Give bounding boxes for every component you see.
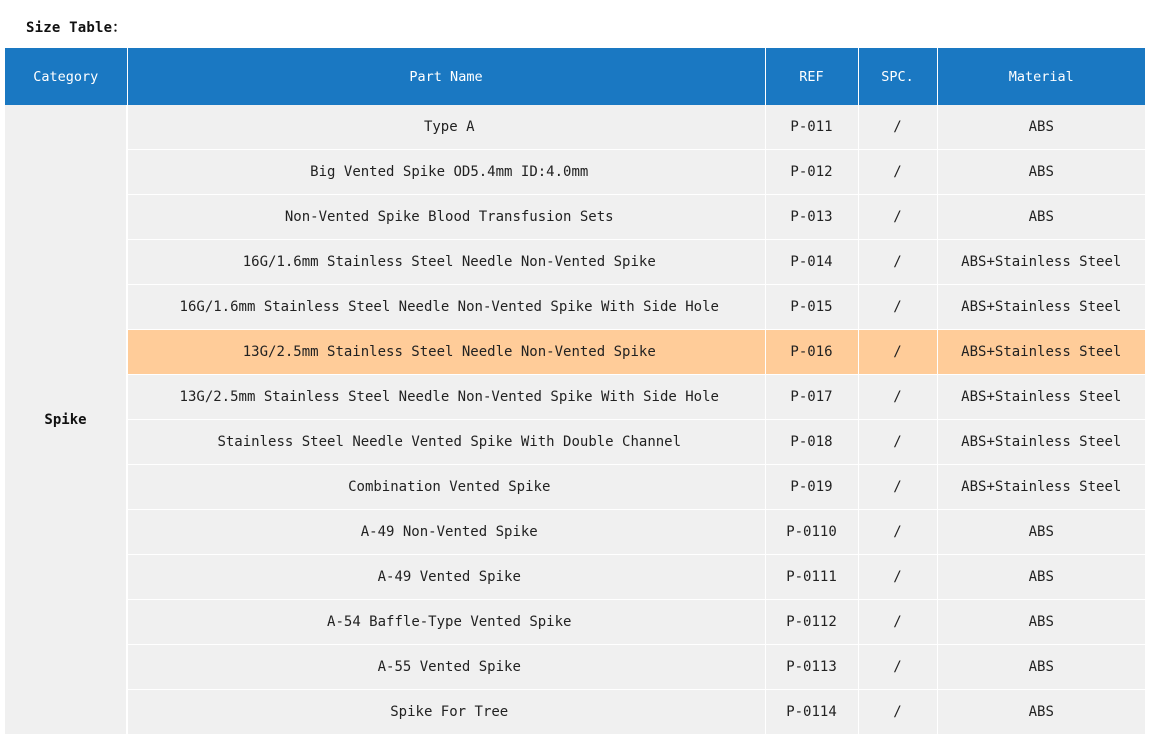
table-row bbox=[5, 600, 1145, 645]
material-cell: ABS bbox=[937, 105, 1145, 150]
ref-cell: P-017 bbox=[765, 375, 858, 420]
material-cell: ABS bbox=[937, 690, 1145, 735]
part-name-cell: Spike For Tree bbox=[127, 690, 765, 735]
table-row bbox=[5, 465, 1145, 510]
spc-cell: / bbox=[858, 195, 937, 240]
table-row bbox=[5, 645, 1145, 690]
part-name-cell: Non-Vented Spike Blood Transfusion Sets bbox=[127, 195, 765, 240]
size-table bbox=[5, 48, 1145, 735]
ref-cell: P-013 bbox=[765, 195, 858, 240]
ref-cell: P-018 bbox=[765, 420, 858, 465]
material-cell: ABS bbox=[937, 645, 1145, 690]
material-cell: ABS+Stainless Steel bbox=[937, 330, 1145, 375]
spc-cell: / bbox=[858, 555, 937, 600]
spc-cell: / bbox=[858, 690, 937, 735]
spc-cell: / bbox=[858, 600, 937, 645]
ref-cell: P-015 bbox=[765, 285, 858, 330]
material-cell: ABS+Stainless Steel bbox=[937, 285, 1145, 330]
ref-cell: P-0114 bbox=[765, 690, 858, 735]
spc-cell: / bbox=[858, 510, 937, 555]
ref-cell: P-019 bbox=[765, 465, 858, 510]
spc-cell: / bbox=[858, 150, 937, 195]
table-body bbox=[5, 105, 1145, 735]
part-name-cell: 13G/2.5mm Stainless Steel Needle Non-Vented Spike With Side Hole bbox=[127, 375, 765, 420]
material-cell: ABS bbox=[937, 150, 1145, 195]
size-table-caption: Size Table： bbox=[26, 20, 127, 36]
spc-cell: / bbox=[858, 285, 937, 330]
part-name-cell: 16G/1.6mm Stainless Steel Needle Non-Vented Spike With Side Hole bbox=[127, 285, 765, 330]
spc-cell: / bbox=[858, 375, 937, 420]
ref-cell: P-0112 bbox=[765, 600, 858, 645]
header-spc: SPC. bbox=[858, 48, 937, 105]
table-row bbox=[5, 510, 1145, 555]
material-cell: ABS bbox=[937, 510, 1145, 555]
header-category: Category bbox=[5, 48, 127, 105]
material-cell: ABS bbox=[937, 195, 1145, 240]
ref-cell: P-0111 bbox=[765, 555, 858, 600]
part-name-cell: 13G/2.5mm Stainless Steel Needle Non-Vented Spike bbox=[127, 330, 765, 375]
table-row bbox=[5, 285, 1145, 330]
spc-cell: / bbox=[858, 645, 937, 690]
ref-cell: P-011 bbox=[765, 105, 858, 150]
table-row bbox=[5, 105, 1145, 150]
part-name-cell: A-55 Vented Spike bbox=[127, 645, 765, 690]
table-row bbox=[5, 195, 1145, 240]
header-ref: REF bbox=[765, 48, 858, 105]
ref-cell: P-0110 bbox=[765, 510, 858, 555]
part-name-cell: Big Vented Spike OD5.4mm ID:4.0mm bbox=[127, 150, 765, 195]
part-name-cell: A-54 Baffle-Type Vented Spike bbox=[127, 600, 765, 645]
material-cell: ABS+Stainless Steel bbox=[937, 465, 1145, 510]
ref-cell: P-012 bbox=[765, 150, 858, 195]
table-row bbox=[5, 690, 1145, 735]
part-name-cell: A-49 Vented Spike bbox=[127, 555, 765, 600]
part-name-cell: Stainless Steel Needle Vented Spike With Double Channel bbox=[127, 420, 765, 465]
category-cell: Spike bbox=[5, 105, 127, 735]
spc-cell: / bbox=[858, 105, 937, 150]
table-row bbox=[5, 375, 1145, 420]
table-row bbox=[5, 555, 1145, 600]
header-material: Material bbox=[937, 48, 1145, 105]
table-row bbox=[5, 240, 1145, 285]
material-cell: ABS+Stainless Steel bbox=[937, 240, 1145, 285]
material-cell: ABS bbox=[937, 600, 1145, 645]
spc-cell: / bbox=[858, 330, 937, 375]
ref-cell: P-016 bbox=[765, 330, 858, 375]
spc-cell: / bbox=[858, 420, 937, 465]
table-row bbox=[5, 420, 1145, 465]
part-name-cell: Combination Vented Spike bbox=[127, 465, 765, 510]
ref-cell: P-0113 bbox=[765, 645, 858, 690]
part-name-cell: 16G/1.6mm Stainless Steel Needle Non-Vented Spike bbox=[127, 240, 765, 285]
spc-cell: / bbox=[858, 465, 937, 510]
part-name-cell: Type A bbox=[127, 105, 765, 150]
ref-cell: P-014 bbox=[765, 240, 858, 285]
material-cell: ABS+Stainless Steel bbox=[937, 420, 1145, 465]
header-part-name: Part Name bbox=[127, 48, 765, 105]
material-cell: ABS+Stainless Steel bbox=[937, 375, 1145, 420]
part-name-cell: A-49 Non-Vented Spike bbox=[127, 510, 765, 555]
table-row-highlighted bbox=[5, 330, 1145, 375]
material-cell: ABS bbox=[937, 555, 1145, 600]
table-row bbox=[5, 150, 1145, 195]
table-header-row bbox=[5, 48, 1145, 105]
spc-cell: / bbox=[858, 240, 937, 285]
